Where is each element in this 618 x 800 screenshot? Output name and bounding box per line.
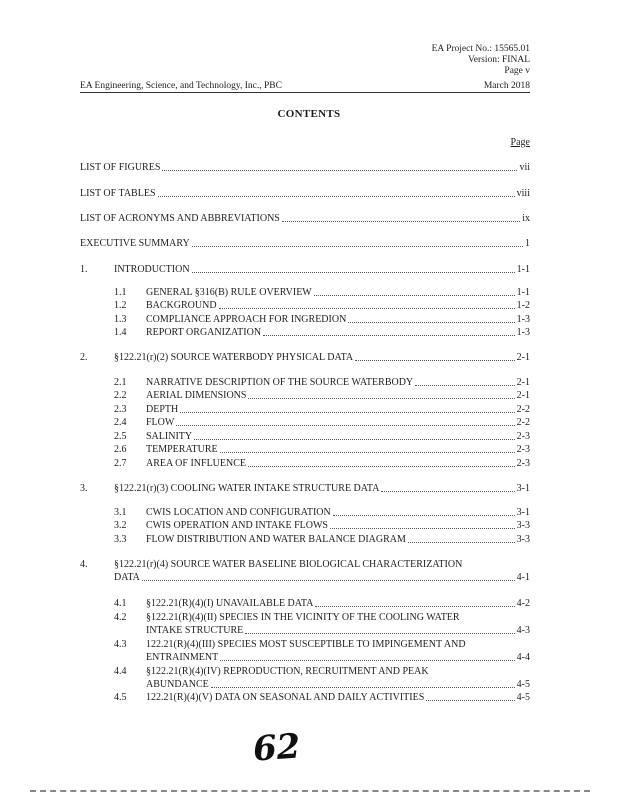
toc-page-number: 4-5 <box>516 679 530 690</box>
toc-entry[interactable] <box>114 572 530 584</box>
dot-leader <box>220 660 514 661</box>
dot-leader <box>248 466 515 467</box>
toc-page-number: 4-3 <box>516 625 530 636</box>
toc-entry-number: 2.4 <box>114 417 127 428</box>
toc-entry[interactable] <box>80 162 530 174</box>
toc-entry[interactable] <box>146 507 530 519</box>
toc-entry-number: 4.2 <box>114 612 127 623</box>
toc-entry[interactable] <box>146 287 530 299</box>
dot-leader <box>142 580 515 581</box>
toc-entry-number: 4.5 <box>114 692 127 703</box>
toc-entry[interactable] <box>80 238 530 250</box>
toc-entry-number: 3.1 <box>114 507 127 518</box>
toc-entry-title: FLOW DISTRIBUTION AND WATER BALANCE DIAGRAM <box>146 534 406 545</box>
dot-leader <box>381 491 514 492</box>
toc-entry[interactable] <box>146 404 530 416</box>
company-name: EA Engineering, Science, and Technology, Inc., PBC <box>80 81 282 91</box>
toc-page-number: 4-2 <box>516 598 530 609</box>
toc-entry-title: GENERAL §316(B) RULE OVERVIEW <box>146 287 312 298</box>
toc-page-number: 2-1 <box>516 377 530 388</box>
toc-page-number: 2-3 <box>516 444 530 455</box>
toc-entry-title-continued: ABUNDANCE <box>146 679 209 690</box>
dot-leader <box>263 335 515 336</box>
toc-entry-number: 1.2 <box>114 300 127 311</box>
toc-entry-number: 1.4 <box>114 327 127 338</box>
toc-page-number: 2-1 <box>516 390 530 401</box>
toc-page-number: vii <box>519 162 530 173</box>
toc-entry-title: LIST OF FIGURES <box>80 162 161 173</box>
toc-entry-number: 2.3 <box>114 404 127 415</box>
toc-entry[interactable] <box>146 598 530 610</box>
toc-entry-title: FLOW <box>146 417 175 428</box>
toc-page-number: viii <box>516 188 530 199</box>
toc-entry[interactable] <box>146 300 530 312</box>
toc-entry-number: 2.5 <box>114 431 127 442</box>
toc-entry-title: LIST OF TABLES <box>80 188 156 199</box>
page-title: CONTENTS <box>277 108 341 120</box>
toc-page-number: 3-1 <box>516 483 530 494</box>
toc-entry[interactable] <box>146 390 530 402</box>
toc-entry-title: TEMPERATURE <box>146 444 218 455</box>
toc-entry-number: 1.1 <box>114 287 127 298</box>
toc-entry[interactable] <box>114 264 530 276</box>
dot-leader <box>314 295 515 296</box>
toc-entry[interactable] <box>146 652 530 664</box>
toc-entry[interactable] <box>80 213 530 225</box>
toc-entry-number: 4.3 <box>114 639 127 650</box>
toc-entry-title: INTRODUCTION <box>114 264 190 275</box>
toc-entry-number: 2.7 <box>114 458 127 469</box>
page-number: Page v <box>504 66 530 76</box>
toc-entry[interactable] <box>146 444 530 456</box>
toc-entry-number: 2.6 <box>114 444 127 455</box>
toc-page-number: 3-1 <box>516 507 530 518</box>
toc-page-number: 1-2 <box>516 300 530 311</box>
dot-leader <box>176 425 514 426</box>
toc-entry-title: AERIAL DIMENSIONS <box>146 390 247 401</box>
dot-leader <box>158 196 515 197</box>
dot-leader <box>192 246 523 247</box>
toc-entry-title: EXECUTIVE SUMMARY <box>80 238 190 249</box>
toc-entry-number: 2. <box>80 352 88 363</box>
toc-entry-title[interactable]: 122.21(R)(4)(III) SPECIES MOST SUSCEPTIBLE TO IMPINGEMENT AND <box>146 639 466 650</box>
dot-leader <box>180 412 514 413</box>
toc-entry[interactable] <box>146 625 530 637</box>
dot-leader <box>408 542 515 543</box>
toc-entry-title-continued: ENTRAINMENT <box>146 652 219 663</box>
toc-page-number: 4-5 <box>516 692 530 703</box>
toc-entry-number: 1. <box>80 264 88 275</box>
toc-entry[interactable] <box>146 534 530 546</box>
dot-leader <box>192 272 515 273</box>
page-column-label: Page <box>510 137 530 148</box>
toc-entry-title: NARRATIVE DESCRIPTION OF THE SOURCE WATERBODY <box>146 377 414 388</box>
dot-leader <box>282 221 520 222</box>
toc-entry-title: LIST OF ACRONYMS AND ABBREVIATIONS <box>80 213 280 224</box>
scan-artifact-line <box>30 790 590 792</box>
toc-page-number: 3-3 <box>516 520 530 531</box>
toc-entry[interactable] <box>146 431 530 443</box>
header-rule <box>80 92 530 93</box>
dot-leader <box>219 308 515 309</box>
toc-entry-number: 3.3 <box>114 534 127 545</box>
toc-entry[interactable] <box>146 692 530 704</box>
toc-entry-title: CWIS LOCATION AND CONFIGURATION <box>146 507 331 518</box>
toc-entry-title-continued: INTAKE STRUCTURE <box>146 625 244 636</box>
dot-leader <box>248 398 514 399</box>
toc-entry-title[interactable]: §122.21(r)(4) SOURCE WATER BASELINE BIOLOGICAL CHARACTERIZATION <box>114 559 463 570</box>
toc-entry-title: AREA OF INFLUENCE <box>146 458 247 469</box>
toc-entry-title: §122.21(r)(3) COOLING WATER INTAKE STRUCTURE DATA <box>114 483 380 494</box>
toc-entry[interactable] <box>146 679 530 691</box>
toc-entry-title: REPORT ORGANIZATION <box>146 327 262 338</box>
toc-entry-number: 2.1 <box>114 377 127 388</box>
handwritten-page-mark: 62 <box>251 726 302 770</box>
header-block <box>432 44 530 77</box>
version: Version: FINAL <box>467 55 530 65</box>
toc-page-number: 2-2 <box>516 404 530 415</box>
dot-leader <box>211 687 515 688</box>
dot-leader <box>355 360 515 361</box>
toc-entry-title: §122.21(R)(4)(I) UNAVAILABLE DATA <box>146 598 314 609</box>
toc-page-number: 2-1 <box>516 352 530 363</box>
toc-entry[interactable] <box>114 352 530 364</box>
toc-entry-number: 4. <box>80 559 88 570</box>
toc-entry-title: §122.21(r)(2) SOURCE WATERBODY PHYSICAL DATA <box>114 352 354 363</box>
dot-leader <box>194 439 515 440</box>
project-number: EA Project No.: 15565.01 <box>431 44 530 54</box>
dot-leader <box>245 633 514 634</box>
toc-entry[interactable] <box>80 188 530 200</box>
dot-leader <box>333 515 515 516</box>
toc-entry-number: 3.2 <box>114 520 127 531</box>
document-date: March 2018 <box>483 81 530 91</box>
toc-entry[interactable] <box>146 417 530 429</box>
dot-leader <box>348 322 514 323</box>
toc-entry-number: 1.3 <box>114 314 127 325</box>
toc-entry-title[interactable]: §122.21(R)(4)(IV) REPRODUCTION, RECRUITMENT AND PEAK <box>146 666 429 677</box>
toc-entry[interactable] <box>114 483 530 495</box>
toc-page-number: 3-3 <box>516 534 530 545</box>
toc-page-number: 2-3 <box>516 431 530 442</box>
toc-entry-title: DEPTH <box>146 404 179 415</box>
toc-page-number: 1-3 <box>516 327 530 338</box>
dot-leader <box>220 452 515 453</box>
toc-entry-number: 4.1 <box>114 598 127 609</box>
toc-page-number: 1-1 <box>516 287 530 298</box>
dot-leader <box>426 700 514 701</box>
toc-entry[interactable] <box>146 327 530 339</box>
toc-entry-title-continued: DATA <box>114 572 140 583</box>
toc-entry-number: 2.2 <box>114 390 127 401</box>
toc-entry[interactable] <box>146 314 530 326</box>
toc-entry-title: 122.21(R)(4)(V) DATA ON SEASONAL AND DAILY ACTIVITIES <box>146 692 425 703</box>
toc-entry[interactable] <box>146 377 530 389</box>
toc-entry-title[interactable]: §122.21(R)(4)(II) SPECIES IN THE VICINITY OF THE COOLING WATER <box>146 612 460 623</box>
dot-leader <box>162 170 517 171</box>
dot-leader <box>315 606 514 607</box>
toc-page-number: 1-1 <box>516 264 530 275</box>
toc-page-number: 2-3 <box>516 458 530 469</box>
toc-entry-title: SALINITY <box>146 431 193 442</box>
toc-page-number: 2-2 <box>516 417 530 428</box>
toc-entry-title: CWIS OPERATION AND INTAKE FLOWS <box>146 520 328 531</box>
toc-entry[interactable] <box>146 520 530 532</box>
toc-page-number: ix <box>522 213 530 224</box>
toc-entry-title: COMPLIANCE APPROACH FOR INGREDION <box>146 314 347 325</box>
toc-entry-title: BACKGROUND <box>146 300 217 311</box>
toc-page-number: 1-3 <box>516 314 530 325</box>
toc-page-number: 4-4 <box>516 652 530 663</box>
dot-leader <box>330 528 515 529</box>
toc-entry-number: 3. <box>80 483 88 494</box>
toc-page-number: 1 <box>525 238 530 249</box>
toc-entry-number: 4.4 <box>114 666 127 677</box>
dot-leader <box>415 385 515 386</box>
toc-page-number: 4-1 <box>516 572 530 583</box>
toc-entry[interactable] <box>146 458 530 470</box>
